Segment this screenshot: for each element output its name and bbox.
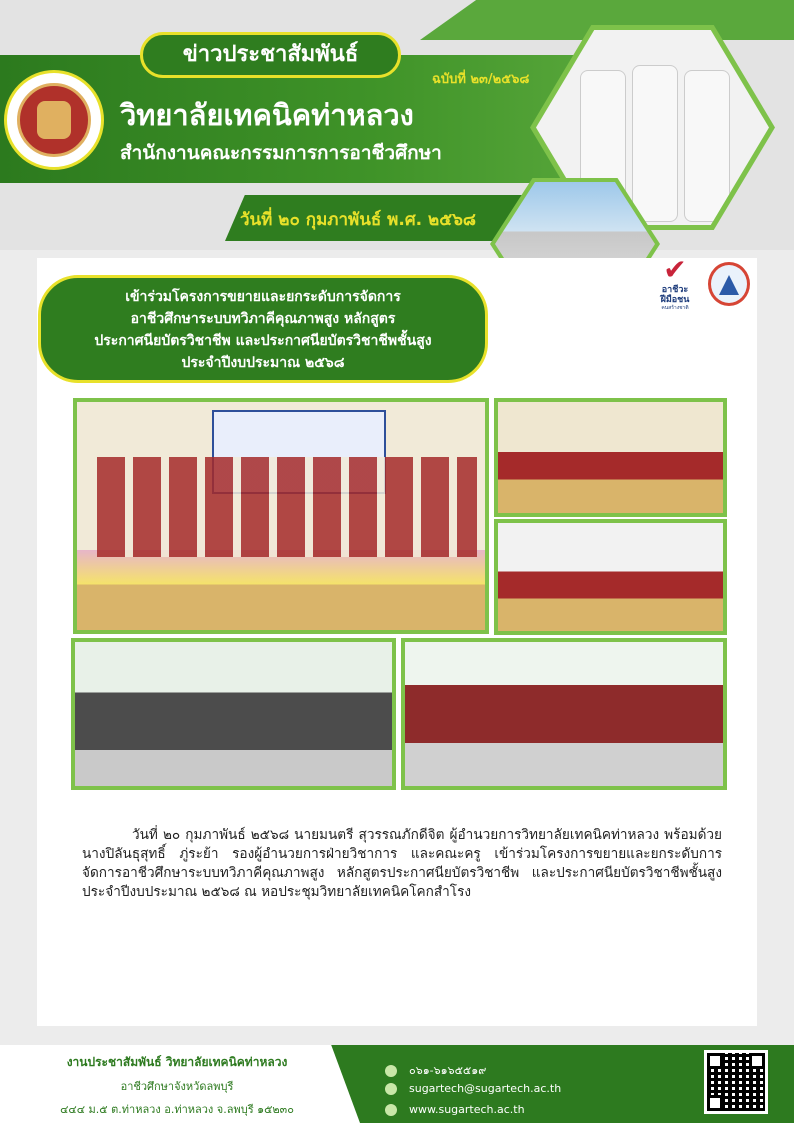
- headline-line-4: ประจำปีงบประมาณ ๒๕๖๘: [181, 355, 345, 371]
- photo-reception-left: [71, 638, 396, 790]
- office-name: สำนักงานคณะกรรมการการอาชีวศึกษา: [120, 142, 442, 164]
- photo-group-stage: [494, 398, 727, 517]
- footer-province: อาชีวศึกษาจังหวัดลพบุรี: [120, 1080, 234, 1093]
- news-date: วันที่ ๒๐ กุมภาพันธ์ พ.ศ. ๒๕๖๘: [240, 210, 476, 230]
- issue-number: ฉบับที่ ๒๓/๒๕๖๘: [432, 72, 530, 87]
- footer-org: งานประชาสัมพันธ์ วิทยาลัยเทคนิคท่าหลวง: [66, 1055, 288, 1069]
- footer-email[interactable]: sugartech@sugartech.ac.th: [385, 1082, 561, 1095]
- footer-address: ๔๔๔ ม.๕ ต.ท่าหลวง อ.ท่าหลวง จ.ลพบุรี ๑๕๒๓๐: [60, 1103, 294, 1116]
- news-body: [82, 826, 722, 902]
- photo-group-wide: [494, 519, 727, 635]
- email-icon: [385, 1083, 397, 1095]
- headline-line-2: อาชีวศึกษาระบบทวิภาคีคุณภาพสูง หลักสูตร: [130, 311, 396, 327]
- qr-code[interactable]: [704, 1050, 768, 1114]
- photo-main-ceremony: [73, 398, 489, 634]
- headline-line-3: ประกาศนียบัตรวิชาชีพ และประกาศนียบัตรวิชาชีพชั้นสูง: [94, 333, 432, 349]
- footer-phone: ๐๖๑-๖๑๖๕๕๑๙: [385, 1061, 486, 1079]
- news-paragraph: วันที่ ๒๐ กุมภาพันธ์ ๒๕๖๘ นายมนตรี สุวรรณภักดีจิต ผู้อำนวยการวิทยาลัยเทคนิคท่าหลวง พร้อมด้วย นางปิลันธุสุทธิ์ ภู่ระย้า รองผู้อำนวยการฝ่ายวิชาการ และคณะครู เข้าร่วมโครงการขยายและยกระดับการจัดการอาชีวศึกษาระบบทวิภาคีคุณภาพสูง หลักสูตรประกาศนียบัตรวิชาชีพ และประกาศนียบัตรวิชาชีพชั้นสูง ประจำปีงบประมาณ ๒๕๖๘ ณ หอประชุมวิทยาลัยเทคนิคโคกสำโรง: [82, 827, 722, 900]
- headline-box: [38, 275, 488, 383]
- photo-reception-right: [401, 638, 727, 790]
- college-name: วิทยาลัยเทคนิคท่าหลวง: [120, 98, 414, 132]
- footer-website[interactable]: www.sugartech.ac.th: [385, 1103, 525, 1116]
- phone-icon: [385, 1065, 397, 1077]
- vote-badge: ✔ อาชีวะ ฝีมือชน คนสร้างชาติ: [650, 255, 700, 315]
- vocational-emblem: [708, 262, 750, 306]
- check-icon: ✔: [663, 253, 687, 286]
- pr-label: ข่าวประชาสัมพันธ์: [140, 32, 401, 78]
- college-logo: [4, 70, 104, 170]
- globe-icon: [385, 1104, 397, 1116]
- headline-line-1: เข้าร่วมโครงการขยายและยกระดับการจัดการ: [125, 289, 401, 305]
